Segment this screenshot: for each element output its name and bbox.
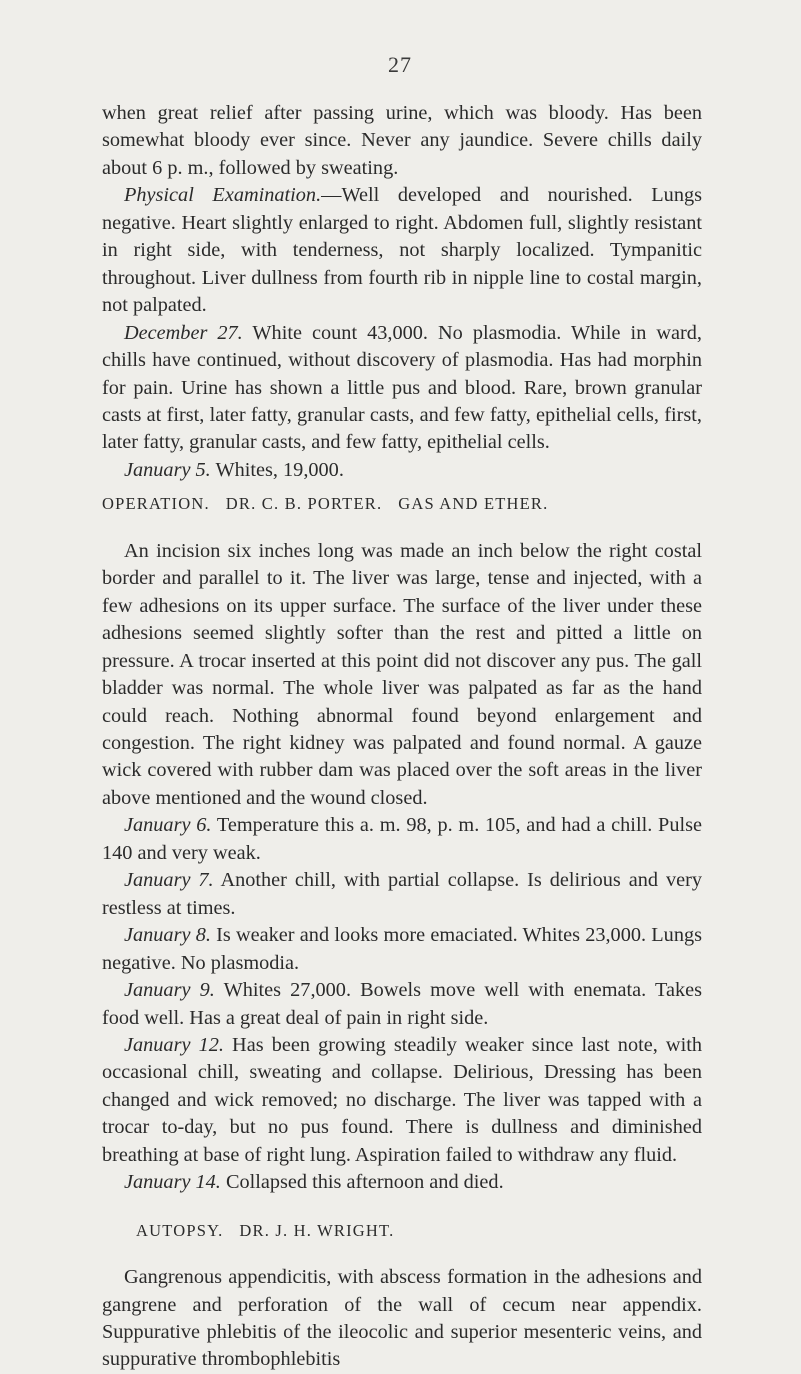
paragraph-lead: January 9. [124, 979, 215, 1002]
autopsy-examiner: DR. J. H. WRIGHT. [239, 1220, 395, 1240]
operation-anesthesia: GAS AND ETHER. [398, 494, 549, 514]
operation-title: OPERATION. [102, 494, 210, 514]
paragraph-lead: January 12. [124, 1033, 224, 1056]
paragraph-january-7 [102, 867, 702, 922]
paragraph-body: Is weaker and looks more emaciated. Whites 23,000. Lungs negative. No plasmodia. [102, 924, 702, 974]
paragraph-january-14 [102, 1169, 702, 1196]
paragraph-body: —Well developed and nourished. Lungs negative. Heart slightly enlarged to right. Abdomen full, slightly resistant in right side, with tenderness, not sharply localized. Tympanitic throughout. Liver dullness from fourth rib in nipple line to costal margin, not palpated. [102, 184, 702, 317]
paragraph-lead: December 27. [124, 321, 243, 344]
paragraph-lead: January 8. [124, 924, 211, 947]
paragraph-body: White count 43,000. No plasmodia. While in ward, chills have continued, without discovery of plasmodia. Has had morphin for pain. Urine has shown a little pus and blood. Rare, brown granular casts at first, later fatty, granular casts, and few fatty, epithelial cells, first, later fatty, granular casts, and few fatty, epithelial cells. [102, 321, 702, 454]
paragraph-autopsy: Gangrenous appendicitis, with abscess formation in the adhesions and gangrene and perforation of the wall of cecum near appendix. Suppurative phlebitis of the ileocolic and superior mesenteric veins, and suppurative thrombophlebitis [102, 1266, 702, 1371]
operation-heading [102, 490, 702, 517]
paragraph-operation: An incision six inches long was made an inch below the right costal border and parallel to it. The liver was large, tense and injected, with a few adhesions on its upper surface. The surface of the liver under these adhesions seemed slightly softer than the rest and pitted a little on pressure. A trocar inserted at this point did not discover any pus. The gall bladder was normal. The whole liver was palpated as far as the hand could reach. Nothing abnormal found beyond enlargement and congestion. The right kidney was palpated and found normal. A gauze wick covered with rubber dam was placed over the soft areas in the liver above mentioned and the wound closed. [102, 539, 702, 809]
paragraph-january-12 [102, 1032, 702, 1169]
paragraph-january-5 [102, 457, 702, 484]
paragraph-body: Has been growing steadily weaker since last note, with occasional chill, sweating and collapse. Delirious, Dressing has been changed and wick removed; no discharge. The liver was tapped with a trocar to-day, but no pus found. There is dullness and diminished breathing at base of right lung. Aspiration failed to withdraw any fluid. [102, 1033, 702, 1166]
autopsy-title: AUTOPSY. [136, 1220, 224, 1240]
paragraph-body: Another chill, with partial collapse. Is delirious and very restless at times. [102, 869, 702, 919]
paragraph-january-9 [102, 977, 702, 1032]
paragraph-lead: January 6. [124, 814, 212, 837]
paragraph-physical-exam [102, 182, 702, 319]
paragraph-body: Temperature this a. m. 98, p. m. 105, and had a chill. Pulse 140 and very weak. [102, 814, 703, 864]
page-number: 27 [388, 52, 412, 77]
paragraph-body: Whites, 19,000. [210, 458, 344, 481]
paragraph-january-8 [102, 922, 702, 977]
paragraph-body: Collapsed this afternoon and died. [220, 1171, 504, 1194]
paragraph-lead: Physical Examination. [124, 184, 322, 207]
paragraph-body: Whites 27,000. Bowels move well with enemata. Takes food well. Has a great deal of pain in right side. [102, 979, 702, 1029]
body-text [102, 100, 702, 1374]
paragraph-lead: January 14. [124, 1171, 221, 1194]
paragraph-lead: January 7. [124, 869, 214, 892]
autopsy-heading [136, 1217, 702, 1244]
paragraph-lead: January 5. [124, 458, 211, 481]
paragraph-history: when great relief after passing urine, which was bloody. Has been somewhat bloody ever since. Never any jaundice. Severe chills daily about 6 p. m., followed by sweating. [102, 102, 702, 179]
operation-surgeon: DR. C. B. PORTER. [225, 494, 383, 514]
paragraph-december-27 [102, 320, 702, 457]
paragraph-january-6 [102, 812, 702, 867]
